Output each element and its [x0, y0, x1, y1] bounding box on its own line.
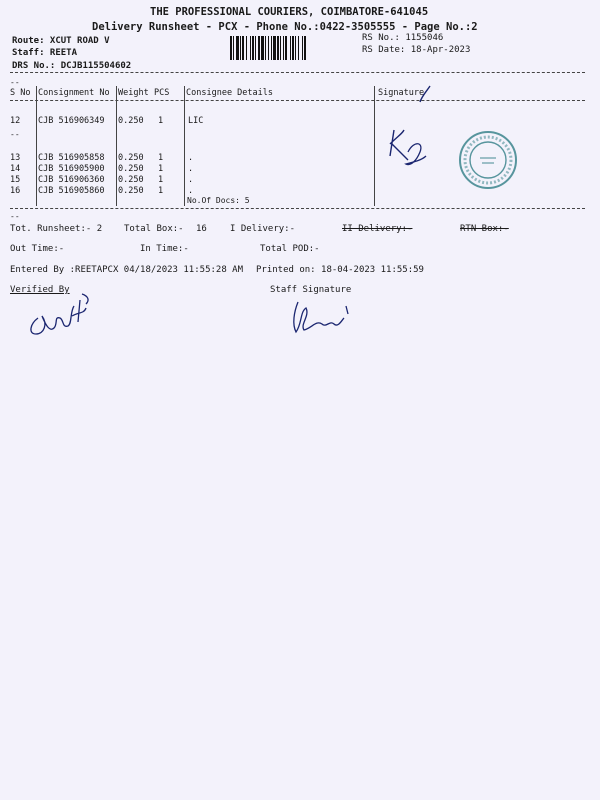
table-header: [10, 88, 585, 99]
dash-marker: --: [10, 78, 20, 87]
row-consignee: .: [188, 164, 194, 174]
dash-marker: --: [10, 130, 20, 139]
verifier-signature-icon: [24, 286, 104, 342]
col-sno: S No: [10, 88, 31, 98]
row-weight: 0.250: [118, 153, 144, 163]
row-consignment: CJB 516905858: [38, 153, 105, 163]
row-consignment: CJB 516906360: [38, 175, 105, 185]
col-signature: Signature: [378, 88, 425, 98]
in-time: In Time:-: [140, 244, 189, 254]
verified-by-label: Verified By: [10, 285, 70, 295]
divider: [10, 208, 585, 209]
no-of-docs: No.Of Docs: 5: [187, 196, 250, 205]
col-consignment: Consignment No: [38, 88, 110, 98]
ii-delivery: II Delivery:-: [342, 224, 413, 234]
staff-label: Staff: REETA: [12, 48, 78, 58]
row-pcs: 1: [158, 175, 164, 185]
table-row: [10, 153, 185, 164]
staff-signature-icon: [286, 294, 366, 340]
total-box-value: 16: [196, 224, 207, 234]
col-pcs: PCS: [154, 88, 170, 98]
row-sno: 14: [10, 164, 21, 174]
row-consignee: .: [188, 175, 194, 185]
row-consignment: CJB 516905900: [38, 164, 105, 174]
row-weight: 0.250: [118, 175, 144, 185]
row-consignment: CJB 516905860: [38, 186, 105, 196]
col-consignee: Consignee Details: [186, 88, 273, 98]
divider: [10, 100, 585, 101]
row-sno: 15: [10, 175, 21, 185]
runsheet-subtitle: Delivery Runsheet - PCX - Phone No.:0422-3505555 - Page No.:2: [92, 21, 478, 33]
dash-marker: --: [10, 212, 20, 221]
drs-number: DRS No.: DCJB115504602: [12, 61, 132, 71]
row-consignment: CJB 516906349: [38, 116, 105, 126]
row-pcs: 1: [158, 164, 164, 174]
rs-number: RS No.: 1155046: [362, 33, 444, 43]
entered-by: Entered By :REETAPCX 04/18/2023 11:55:28 AM: [10, 265, 243, 275]
company-title: THE PROFESSIONAL COURIERS, COIMBATORE-641045: [150, 6, 429, 18]
company-stamp-icon: [452, 126, 524, 198]
divider: [10, 72, 585, 73]
rtn-box: RTN Box:-: [460, 224, 509, 234]
receiver-signature-icon: [380, 80, 450, 180]
route-label: Route: XCUT ROAD V: [12, 36, 110, 46]
row-weight: 0.250: [118, 164, 144, 174]
col-weight: Weight: [118, 88, 149, 98]
row-consignee: .: [188, 153, 194, 163]
total-box: Total Box:-: [124, 224, 184, 234]
out-time: Out Time:-: [10, 244, 65, 254]
rs-date: RS Date: 18-Apr-2023: [362, 45, 471, 55]
row-consignee: .: [188, 186, 194, 196]
row-pcs: 1: [158, 116, 164, 126]
row-sno: 16: [10, 186, 21, 196]
row-sno: 12: [10, 116, 21, 126]
row-sno: 13: [10, 153, 21, 163]
total-pod: Total POD:-: [260, 244, 320, 254]
printed-on: Printed on: 18-04-2023 11:55:59: [256, 265, 424, 275]
row-consignee: LIC: [188, 116, 204, 126]
i-delivery: I Delivery:-: [230, 224, 296, 234]
row-pcs: 1: [158, 186, 164, 196]
row-weight: 0.250: [118, 186, 144, 196]
row-pcs: 1: [158, 153, 164, 163]
row-weight: 0.250: [118, 116, 144, 126]
tot-runsheet: Tot. Runsheet:- 2: [10, 224, 103, 234]
staff-signature-label: Staff Signature: [270, 285, 352, 295]
barcode-image: [230, 36, 358, 60]
